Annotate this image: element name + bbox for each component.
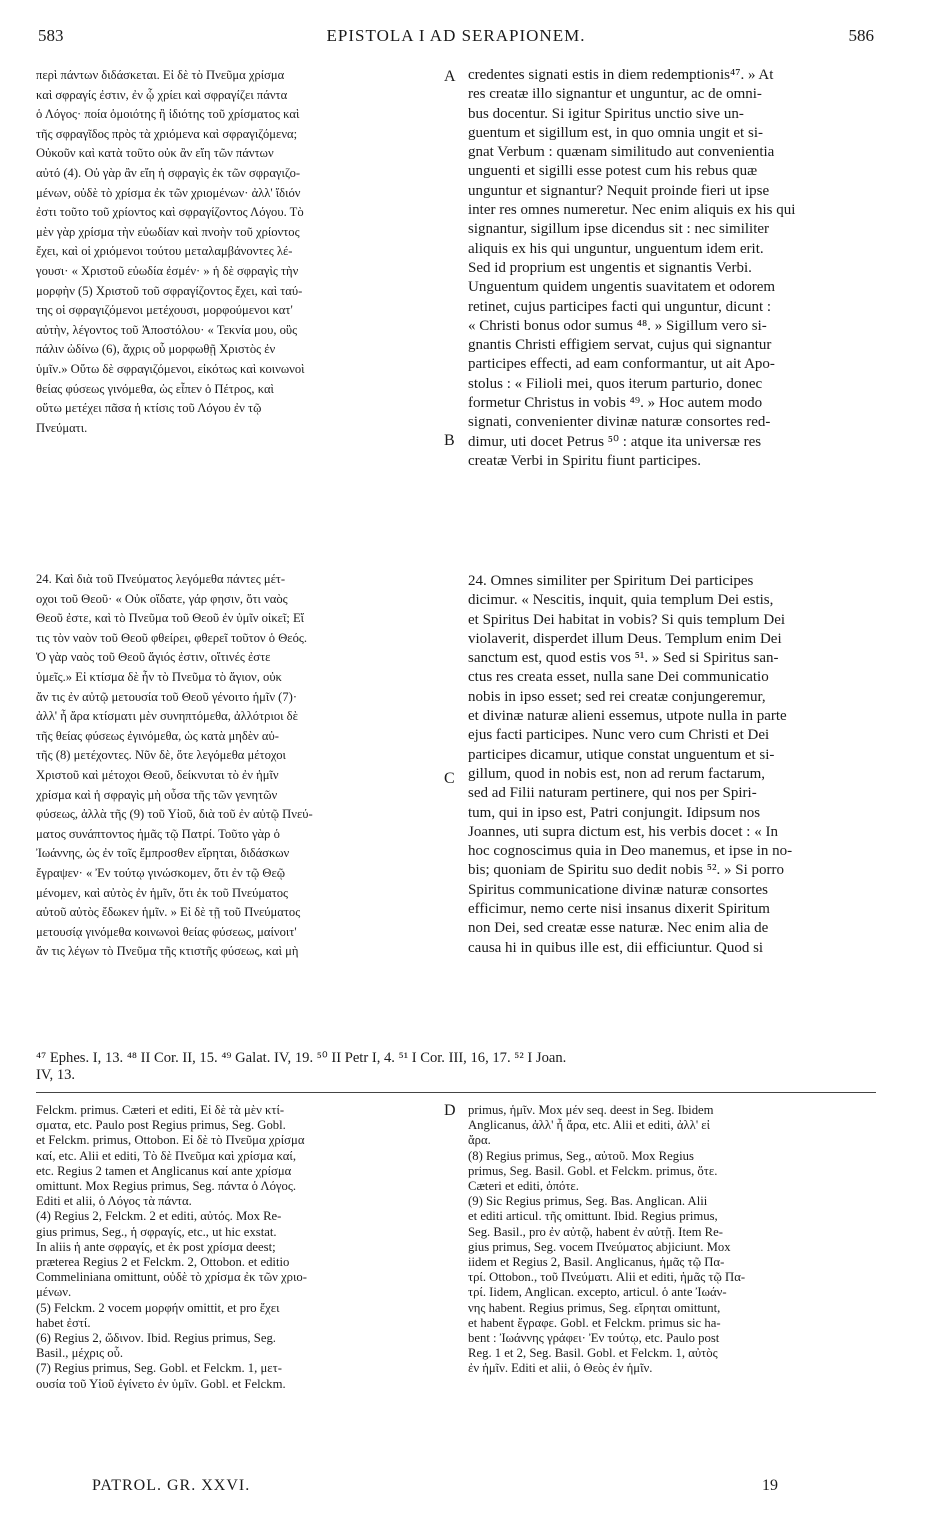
scripture-references: ⁴⁷ Ephes. I, 13. ⁴⁸ II Cor. II, 15. ⁴⁹ Galat. IV, 19. ⁵⁰ II Petr I, 4. ⁵¹ I Cor. III, 16, 17. ⁵² I Joan. IV, 13.	[36, 1050, 567, 1083]
greek-text-section-1: περὶ πάντων διδάσκεται. Εἰ δὲ τὸ Πνεῦμα χρίσμα καὶ σφραγίς ἐστιν, ἐν ᾧ χρίει καὶ σφραγίζει πάντα ὁ Λόγος· ποία ὁμοιότης ἢ ἰδιότης τοῦ χρίσματος καὶ τῆς σφραγῖδος πρὸς τὰ χριόμενα καὶ σφραγιζόμενα; Οὐκοῦν καὶ κατὰ τοῦτο οὐκ ἂν εἴη τῶν πάντων αὐτό (4). Οὐ γὰρ ἂν εἴη ἡ σφραγὶς ἐκ τῶν σφραγιζο- μένων, οὐδὲ τὸ χρίσμα ἐκ τῶν χριομένων· ἀλλ' ἴδιόν ἐστι τοῦτο τοῦ χρίοντος καὶ σφραγίζοντος Λόγου. Τὸ μὲν γὰρ χρίσμα τὴν εὐωδίαν καὶ πνοὴν τοῦ χρίοντος ἔχει, καὶ οἱ χριόμενοι τούτου μεταλαμβάνοντες λέ- γουσι· « Χριστοῦ εὐωδία ἐσμέν· » ἡ δὲ σφραγὶς τὴν μορφὴν (5) Χριστοῦ τοῦ σφραγίζοντος ἔχει, καὶ ταύ- της οἱ σφραγιζόμενοι μετέχουσι, μορφούμενοι κατ' αὐτὴν, λέγοντος τοῦ Ἀποστόλου· « Τεκνία μου, οὓς πάλιν ὠδίνω (6), ἄχρις οὗ μορφωθῇ Χριστὸς ἐν ὑμῖν.» Οὕτω δὲ σφραγιζόμενοι, εἰκότως καὶ κοινωνοὶ θείας φύσεως γινόμεθα, ὡς εἶπεν ὁ Πέτρος, καὶ οὕτω μετέχει πᾶσα ἡ κτίσις τοῦ Λόγου ἐν τῷ Πνεύματι.	[36, 68, 305, 435]
signature-mark: PATROL. GR. XXVI.	[92, 1477, 251, 1494]
latin-text-section-2: 24. Omnes similiter per Spiritum Dei participes dicimur. « Nescitis, inquit, quia templum Dei estis, et Spiritus Dei habitat in vobis? Si quis templum Dei violaverit, disperdet illum Deus. Templum enim Dei sanctum est, quod estis vos ⁵¹. » Sed si Spiritus san- ctus res creata esset, nulla sane Dei communicatio nobis in ipso esset; sed rei creatæ conjungeremur, et divinæ naturæ alieni essemus, utpote nulla in parte ejus facti participes. Nunc vero cum Christi et Dei participes dicamur, utique constat unguentum et si- gillum, quod in nobis est, non ad rerum factarum, sed ad Filii naturam pertinere, qui nos per Spiri- tum, qui in ipso est, Patri conjungit. Idipsum nos Joannes, uti supra dictum est, his verbis docet : « In hoc cognoscimus quia in Deo manemus, et ipse in no- bis; quoniam de Spiritu suo dedit nobis ⁵². » Si porro Spiritus communicatione divinæ naturæ consortes efficimur, nemo certe nisi insanus dixerit Spiritum non Dei, sed creatæ esse naturæ. Nec enim alia de causa hi in quibus ille est, dii efficiuntur. Quod si	[468, 573, 793, 956]
footnotes-right: primus, ἡμῖν. Mox μέν seq. deest in Seg. Ibidem Anglicanus, ἀλλ' ἦ ἄρα, etc. Alii et editi, ἀλλ' εἰ ἄρα. (8) Regius primus, Seg., αὐτοῦ. Mox Regius primus, Seg. Basil. Gobl. et Felckm. primus, ὅτε. Cæteri et editi, ὁπότε. (9) Sic Regius primus, Seg. Bas. Anglican. Alii et editi articul. τῆς omittunt. Ibid. Regius primus, Seg. Basil., pro ἐν αὐτῷ, habent ἐν αὐτῇ. Item Re- gius primus, Seg. vocem Πνεύματος abjiciunt. Mox iidem et Regius 2, Basil. Anglicanus, ἡμᾶς τῷ Πα- τρί. Ottobon., τοῦ Πνεύματι. Alii et editi, ἡμᾶς τῷ Πα- τρί. Iidem, Anglican. excepto, articul. ὁ ante Ἰωάν- νης habent. Regius primus, Seg. εἴρηται omittunt, et habent ἔγραφε. Gobl. et Felckm. primus sic ha- bent : Ἰωάννης γράφει· Ἐν τούτῳ, etc. Paulo post Reg. 1 et 2, Seg. Basil. Gobl. et Felckm. 1, αὐτὸς ἐν ἡμῖν. Editi et alii, ὁ Θεὸς ἐν ἡμῖν.	[468, 1103, 746, 1376]
page-header	[38, 26, 874, 48]
footnote-divider	[36, 1092, 876, 1093]
running-title: EPISTOLA I AD SERAPIONEM.	[326, 26, 586, 45]
footnotes-left: Felckm. primus. Cæteri et editi, Εἰ δὲ τὰ μὲν κτί- σματα, etc. Paulo post Regius primus, Seg. Gobl. et Felckm. primus, Ottobon. Εἰ δὲ τὸ Πνεῦμα χρίσμα καί, etc. Alii et editi, Τὸ δὲ Πνεῦμα καὶ χρίσμα καί, etc. Regius 2 tamen et Anglicanus καί ante χρίσμα omittunt. Mox Regius primus, Seg. πάντα ὁ Λόγος. Editi et alii, ὁ Λόγος τὰ πάντα. (4) Regius 2, Felckm. 2 et editi, αὐτός. Mox Re- gius primus, Seg., ἡ σφραγίς, etc., ut hic exstat. In aliis ἡ ante σφραγίς, et ἐκ post χρίσμα deest; præterea Regius 2 et Felckm. 2, Ottobon. et editio Commeliniana omittunt, οὐδὲ τὸ χρίσμα ἐκ τῶν χριο- μένων. (5) Felckm. 2 vocem μορφήν omittit, et pro ἔχει habet ἐστί. (6) Regius 2, ὤδινον. Ibid. Regius primus, Seg. Basil., μέχρις οὗ. (7) Regius primus, Seg. Gobl. et Felckm. 1, μετ- ουσία τοῦ Υἱοῦ ἐγίνετο ἐν ὑμῖν. Gobl. et Felckm.	[36, 1103, 307, 1391]
greek-text-section-2: 24. Καὶ διὰ τοῦ Πνεύματος λεγόμεθα πάντες μέτ- οχοι τοῦ Θεοῦ· « Οὐκ οἴδατε, γάρ φησιν, ὅτι ναὸς Θεοῦ ἐστε, καὶ τὸ Πνεῦμα τοῦ Θεοῦ ἐν ὑμῖν οἰκεῖ; Εἴ τις τὸν ναὸν τοῦ Θεοῦ φθείρει, φθερεῖ τοῦτον ὁ Θεός. Ὁ γὰρ ναὸς τοῦ Θεοῦ ἅγιός ἐστιν, οἵτινές ἐστε ὑμεῖς.» Εἰ κτίσμα δὲ ἦν τὸ Πνεῦμα τὸ ἅγιον, οὐκ ἄν τις ἐν αὐτῷ μετουσία τοῦ Θεοῦ γένοιτο ἡμῖν (7)· ἀλλ' ἦ ἄρα κτίσματι μὲν συνηπτόμεθα, ἀλλότριοι δὲ τῆς θείας φύσεως ἐγινόμεθα, ὡς κατὰ μηδὲν αὐ- τῆς (8) μετέχοντες. Νῦν δὲ, ὅτε λεγόμεθα μέτοχοι Χριστοῦ καὶ μέτοχοι Θεοῦ, δείκνυται τὸ ἐν ἡμῖν χρίσμα καὶ ἡ σφραγὶς μὴ οὖσα τῆς τῶν γενητῶν φύσεως, ἀλλὰ τῆς (9) τοῦ Υἱοῦ, διὰ τοῦ ἐν αὐτῷ Πνεύ- ματος συνάπτοντος ἡμᾶς τῷ Πατρί. Τοῦτο γὰρ ὁ Ἰωάννης, ὡς ἐν τοῖς ἔμπροσθεν εἴρηται, διδάσκων ἔγραψεν· « Ἐν τούτῳ γινώσκομεν, ὅτι ἐν τῷ Θεῷ μένομεν, καὶ αὐτὸς ἐν ἡμῖν, ὅτι ἐκ τοῦ Πνεύματος αὐτοῦ αὐτὸς ἔδωκεν ἡμῖν. » Εἰ δὲ τῇ τοῦ Πνεύματος μετουσίᾳ γινόμεθα κοινωνοὶ θείας φύσεως, μαίνοιτ' ἄν τις λέγων τὸ Πνεῦμα τῆς κτιστῆς φύσεως, καὶ μὴ	[36, 572, 313, 959]
margin-marker-c: C	[444, 770, 455, 787]
page-number-left: 583	[38, 26, 64, 45]
margin-marker-a: A	[444, 68, 456, 85]
page-number-right: 586	[848, 26, 874, 45]
margin-marker-b: B	[444, 432, 455, 449]
signature-number: 19	[762, 1477, 778, 1494]
margin-marker-d: D	[444, 1102, 456, 1119]
latin-text-section-1: credentes signati estis in diem redemptionis⁴⁷. » At res creatæ illo signantur et unguntur, ac de omni- bus docentur. Si igitur Spiritus unctio sive un- guentum et sigillum est, in quo omnia ungit et si- gnat Verbum : quænam similitudo aut convenientia unguenti et sigilli esse potest cum his rebus quæ unguntur et signantur? Nequit proinde fieri ut ipse inter res omnes numeretur. Nec enim aliquis ex his qui signantur, sigillum ipse dicendus sit : nec similiter aliquis ex his qui unguntur, unguentum idem erit. Sed id proprium est ungentis et signantis Verbi. Unguentum quidem ungentis suavitatem et odorem retinet, cujus participes facti qui unguntur, dicunt : « Christi bonus odor sumus ⁴⁸. » Sigillum vero si- gnantis Christi effigiem servat, cujus qui signantur participes effecti, ad eam conformantur, ut ait Apo- stolus : « Filioli mei, quos iterum parturio, donec formetur Christus in vobis ⁴⁹. » Hoc autem modo signati, convenienter divinæ naturæ consortes red- dimur, uti docet Petrus ⁵⁰ : atque ita universæ res creatæ Verbi in Spiritu fiunt participes.	[468, 67, 796, 469]
